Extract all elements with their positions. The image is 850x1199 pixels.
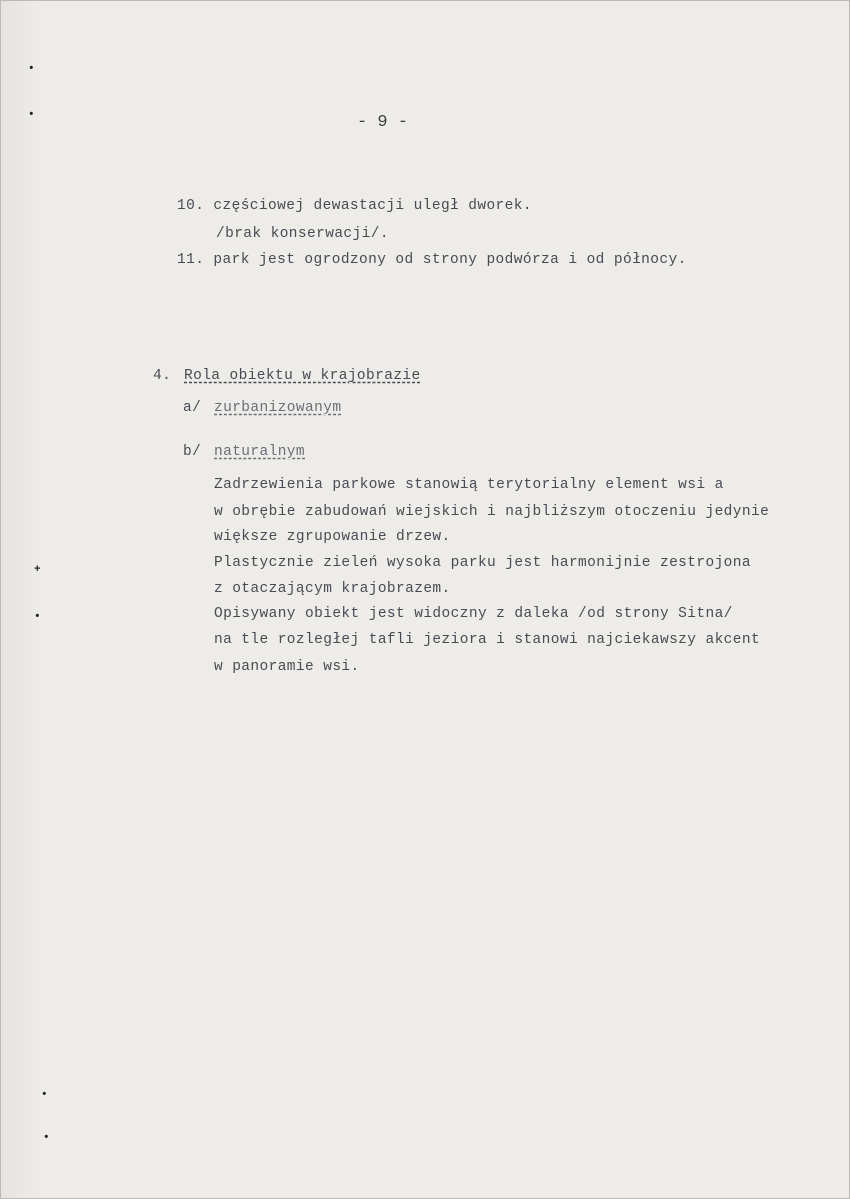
margin-mark: • [28,63,35,75]
subsection-b-label: naturalnym [214,444,306,460]
page-edge-shadow [1,1,41,1198]
section-4-number: 4. [153,368,172,384]
margin-mark: • [41,1089,48,1101]
paragraph-line: w obrębie zabudowań wiejskich i najbliższym otoczeniu jedynie [214,504,770,520]
paragraph-line: Opisywany obiekt jest widoczny z daleka /od strony Sitna/ [214,606,733,622]
margin-mark: + [34,564,41,576]
paragraph-line: Zadrzewienia parkowe stanowią terytorialny element wsi a [214,477,724,493]
section-4-heading: Rola obiektu w krajobrazie [184,368,421,384]
paragraph-line: z otaczającym krajobrazem. [214,581,451,597]
margin-mark: • [28,109,35,121]
subsection-a-label: zurbanizowanym [214,400,342,416]
item-10-line-2: /brak konserwacji/. [216,226,389,242]
subsection-b-prefix: b/ [183,444,202,460]
paragraph-line: Plastycznie zieleń wysoka parku jest harmonijnie zestrojona [214,555,751,571]
paragraph-line: większe zgrupowanie drzew. [214,529,451,545]
page-number: - 9 - [357,113,409,132]
margin-mark: • [43,1132,50,1144]
item-10-line-1: 10. częściowej dewastacji uległ dworek. [177,198,532,214]
subsection-a-prefix: a/ [183,400,202,416]
paragraph-line: na tle rozległej tafli jeziora i stanowi najciekawszy akcent [214,632,761,648]
item-11: 11. park jest ogrodzony od strony podwórza i od północy. [177,252,687,268]
margin-mark: • [34,611,41,623]
paragraph-line: w panoramie wsi. [214,659,360,675]
